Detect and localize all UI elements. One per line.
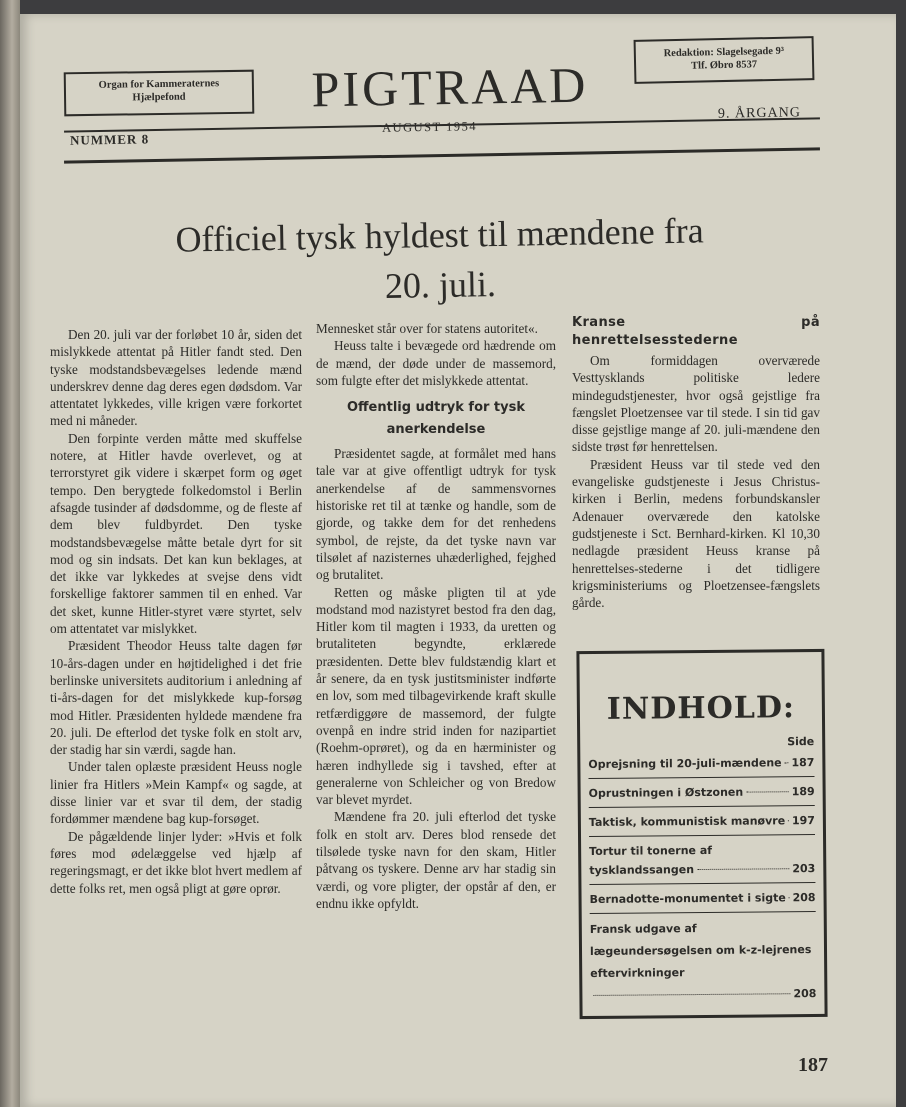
paragraph: Mennesket står over for statens autoritet«. (316, 321, 538, 336)
article-column-2 (316, 320, 556, 912)
paragraph: Heuss talte i bevægede ord hædrende om de mænd, der døde under de massemord, som fulgte efter det mislykkede attentat. (316, 338, 556, 388)
issue-number: NUMMER 8 (69, 131, 150, 148)
toc-entry-page: 208 (792, 891, 816, 905)
toc-entry-title: Oprustningen i Østzonen (588, 785, 744, 800)
toc-entry (588, 748, 814, 779)
toc-entry (589, 806, 815, 837)
paragraph: Præsident Heuss var til stede ved den evangeliske gudstjeneste i Jesus Christus-kirken i Berlin, medens forbundskansler Adenauer overværede den katolske gudstjeneste i Sct. Bernhard-kirken. Kl 10,30 nedlagde præsident Heuss kranse på henrettelses-stederne i det tidligere krigsministeriums og Ploetzensee-fængslets gårde. (572, 456, 820, 611)
masthead-title: PIGTRAAD (311, 56, 589, 118)
page-number: 187 (798, 1054, 828, 1076)
toc-entry-title: Fransk udgave af lægeundersøgelsen om k-z-lejrenes eftervirkninger (589, 922, 812, 980)
organ-line-1: Organ for Kammeraternes (98, 78, 220, 91)
organ-line-2: Hjælpefond (132, 91, 186, 104)
paragraph: De pågældende linjer lyder: »Hvis et folk føres mod ødelæggelse ved hjælp af regeringsmagt, er det ikke blot hvert medlem af dette folks ret, men også pligt at gøre oprør. (50, 828, 302, 896)
article-column-1 (50, 326, 302, 897)
redaktion-line-1: Redaktion: Slagelsegade 9³ (663, 45, 785, 60)
organ-box (64, 70, 255, 117)
paragraph: Retten og måske pligten til at yde modstand mod nazistyret bestod fra den dag, Hitler kom til magten i 1933, da uretten og brutaliteten begyndte, erklærede præsidenten. Dette blev fuldstændig klart et år senere, da en tysk justitsminister indførte en lov, som med tilbagevirkende kraft skulle retfærdiggøre de massemord, der fulgte ovenpå en indre strid inden for nazipartiet (Roehm-oprøret), og da en hærminister og hæren indhyllede sig i tavshed, efter at generalerne von Schleicher og von Bredow var blevet myrdet. (316, 584, 556, 808)
toc-entry-title: Tortur til tonerne af (589, 843, 713, 858)
toc-entry-title-cont: tysklandssangen (589, 863, 695, 877)
subhead-line-2: anerkendelse (386, 422, 486, 438)
toc-entry-page: 189 (791, 785, 815, 799)
headline-line-1: Officiel tysk hyldest til mændene fra (175, 210, 704, 260)
toc-page-label: Side (787, 735, 815, 749)
section-subhead: Kranse på henrettelsesstederne (572, 315, 820, 348)
toc-title: INDHOLD: (606, 690, 796, 727)
toc-entry-page: 208 (793, 987, 817, 1001)
magazine-page (20, 14, 896, 1107)
toc-entry-page: 187 (791, 756, 815, 770)
paragraph: Under talen oplæste præsident Heuss nogle linier fra Hitlers »Mein Kampf« og sagde, at disse linier var et svar til dem, der stadig fordømmer mændene bag kup-forsøget. (50, 759, 302, 827)
issue-date: AUGUST 1954 (381, 119, 478, 135)
paragraph: Den 20. juli var der forløbet 10 år, siden det mislykkede attentat på Hitler fandt sted. Den tyske modstandsbevægelses ledende mænd underskrev denne dag deres egen dødsdom. Var attentatet lykkedes, ville krigen være forkortet med ni måneder. (50, 327, 302, 429)
toc-entry-page: 197 (791, 814, 815, 828)
article-column-3 (572, 314, 820, 611)
subhead-line-1: Offentlig udtryk for tysk (346, 400, 526, 416)
article-headline (119, 204, 761, 315)
toc-entry-title: Taktisk, kommunistisk manøvre (588, 814, 786, 829)
toc-entry (589, 883, 815, 914)
toc-entry (589, 835, 815, 885)
toc-entry (590, 912, 817, 1011)
redaktion-box (634, 36, 815, 84)
paragraph: Om formiddagen overværede Vesttysklands politiske ledere mindegudstjenester, hvor også gejstlige fra fængslet Ploetzensee var til stede. I sin tid gav disse gejstlige mange af 20. juli-mændene den sidste trøst før henrettelsen. (572, 353, 820, 455)
headline-line-2: 20. juli. (384, 264, 497, 306)
book-cover-edge (0, 0, 20, 1107)
toc-entry-page: 203 (792, 862, 816, 876)
paragraph: Præsident Theodor Heuss talte dagen før 10-års-dagen under en højtidelighed i det frie berlinske universitets auditorium i anledning af ti-års-dagen for det mislykkede kup-forsøg mod Hitler. Præsidenten hyldede mændene fra 20. juli. De efterlod det tyske folk en stolt arv, der stadig har sin værdi, sagde han. (50, 638, 302, 758)
volume-year: 9. ÅRGANG (717, 105, 802, 122)
table-of-contents (576, 649, 827, 1019)
toc-entry (589, 777, 815, 808)
paragraph: Præsidentet sagde, at formålet med hans tale var at give offentligt udtryk for tysk anerkendelse af de sammensvornes historiske ret til at tænke og handle, som de gjorde, og takke dem for det renhedens symbol, de rejste, da det tyske navn var tilsølet af nazisternes uhæderlighed, fejghed og brutalitet. (316, 446, 556, 583)
toc-entry-title: Bernadotte-monumentet i sigte (589, 891, 786, 906)
section-subhead (316, 397, 556, 441)
paragraph: Den forpinte verden måtte med skuffelse notere, at Hitler havde overlevet, og at terrorstyret gik videre i skærpet form og øget tempo. Den berygtede folkedomstol i Berlin afsagde tusinder af dødsdomme, og de fleste af dem blev fuldbyrdet. Den tyske modstandsbevægelse måtte betale dyrt for sit mod og sin indsats. Det kan kun beklages, at det ikke var lykkedes at svejse dens vidt forskellige faktorer sammen til en enhed. Var det sket, kunne Hitler-styret være styrtet, selv om attentatet var mislykket. (50, 430, 302, 637)
toc-entry-title: Oprejsning til 20-juli-mændene (588, 756, 782, 771)
paragraph: Mændene fra 20. juli efterlod det tyske folk en stolt arv. Deres blod rensede det tilsølede tyske navn for den skam, Hitler påtvang os tyskere. Denne arv har stadig sin værdi, og vore pligter, der opstår af den, er endnu ikke opfyldt. (316, 809, 556, 911)
redaktion-line-2: Tlf. Øbro 8537 (690, 59, 758, 72)
header-rule-bottom (64, 147, 820, 163)
